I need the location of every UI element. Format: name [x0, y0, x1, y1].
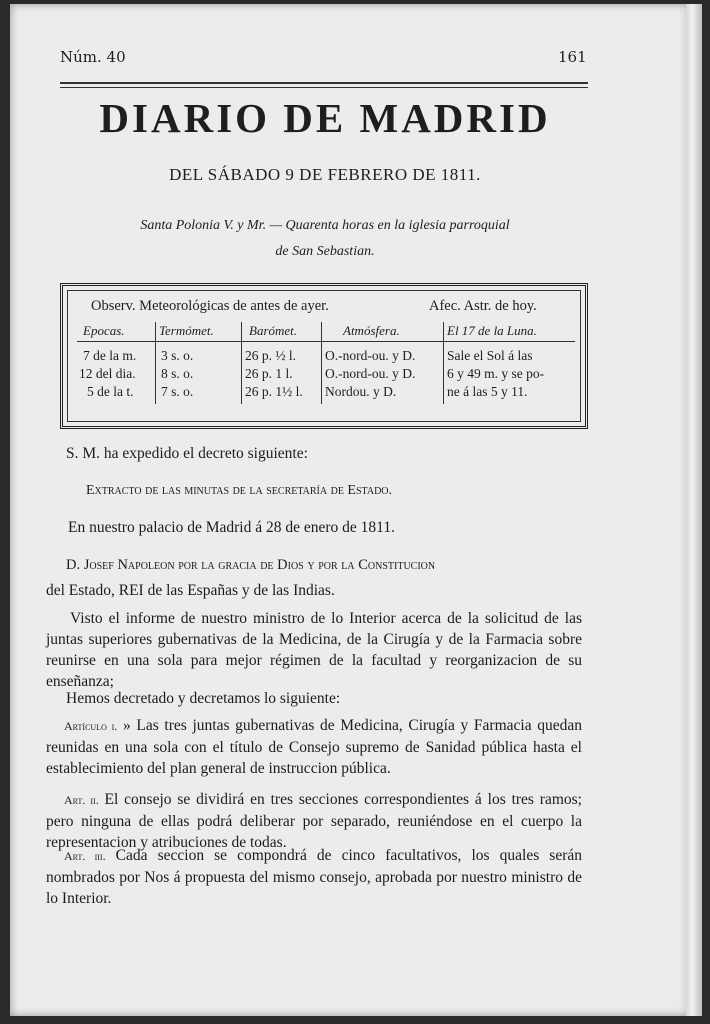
article-3-label: Art. iii. [64, 849, 106, 863]
astro-heading: Afec. Astr. de hoy. [429, 298, 537, 314]
article-3-text: Cada seccion se compondrá de cinco facultativos, los quales serán nombrados por Nos á propuesta del mismo consejo, aprobada por nuestro ministro de lo Interior. [46, 847, 583, 907]
decreto-line: Hemos decretado y decretamos lo siguiente: [66, 690, 341, 707]
row3-atm: Nordou. y D. [325, 384, 397, 399]
saints-of-day [60, 213, 590, 265]
row3-epoca: 5 de la t. [87, 384, 134, 399]
col-luna: El 17 de la Luna. [447, 323, 537, 338]
row2-termo: 8 s. o. [161, 366, 194, 381]
col-separator [443, 322, 444, 404]
row2-atm: O.-nord-ou. y D. [325, 366, 416, 381]
page-edge [686, 4, 702, 1016]
weather-table [60, 283, 588, 429]
row3-baro: 26 p. 1½ l. [245, 384, 303, 399]
visto-paragraph: Visto el informe de nuestro ministro de lo Interior acerca de la solicitud de las juntas superiores gubernativas de la Medicina, de la Cirugía y de la Farmacia sobre reunirse en una sola para mejor régimen de la facultad y reorganizacion de su enseñanza; [46, 610, 582, 690]
article-1-label: Artículo i. [64, 719, 118, 733]
masthead-title: DIARIO DE MADRID [99, 95, 551, 141]
col-separator [321, 322, 322, 404]
col-termometro: Termómet. [159, 323, 214, 338]
page-number: 161 [558, 48, 587, 66]
extract-heading: Extracto de las minutas de la secretaría de Estado. [86, 483, 393, 498]
article-3 [46, 845, 582, 909]
header-rule [60, 82, 588, 88]
col-separator [241, 322, 242, 404]
row1-atm: O.-nord-ou. y D. [325, 348, 416, 363]
article-2-text: El consejo se dividirá en tres secciones correspondientes á los tres ramos; pero ninguna de ellas podrá deliberar por separado, reuniéndose en el cuerpo la representacion y atribuciones de todas. [46, 791, 582, 851]
issue-number: Núm. 40 [60, 48, 126, 66]
row2-baro: 26 p. 1 l. [245, 366, 293, 381]
issue-date: DEL SÁBADO 9 DE FEBRERO DE 1811. [169, 165, 481, 184]
col-atmosfera: Atmósfera. [343, 323, 400, 338]
king-title-line1: D. Josef Napoleon por la gracia de Dios y por la Constitucion [66, 557, 436, 573]
article-2-label: Art. ii. [64, 793, 99, 807]
article-1 [46, 715, 582, 779]
saints-line-2: de San Sebastian. [275, 244, 375, 259]
place-date: En nuestro palacio de Madrid á 28 de enero de 1811. [68, 519, 395, 536]
saints-line-1: Santa Polonia V. y Mr. — Quarenta horas en la iglesia parroquial [140, 218, 510, 233]
weather-heading: Observ. Meteorológicas de antes de ayer. [91, 298, 329, 314]
row3-luna: ne á las 5 y 11. [447, 384, 528, 399]
decree-intro: S. M. ha expedido el decreto siguiente: [66, 445, 308, 462]
row1-termo: 3 s. o. [161, 348, 194, 363]
row3-termo: 7 s. o. [161, 384, 194, 399]
row2-epoca: 12 del dia. [79, 366, 136, 381]
col-barometro: Barómet. [249, 323, 298, 338]
row1-epoca: 7 de la m. [83, 348, 137, 363]
king-title-line2: del Estado, REI de las Españas y de las Indias. [46, 582, 335, 599]
article-2 [46, 789, 582, 853]
row1-baro: 26 p. ½ l. [245, 348, 297, 363]
table-divider [77, 341, 575, 342]
row1-luna: Sale el Sol á las [447, 348, 533, 363]
col-epocas: Epocas. [83, 323, 125, 338]
article-1-text: » Las tres juntas gubernativas de Medicina, Cirugía y Farmacia quedan reunidas en una sola con el título de Consejo supremo de Sanidad pública hasta el establecimiento del plan general de instruccion pública. [46, 717, 583, 777]
row2-luna: 6 y 49 m. y se po- [447, 366, 545, 381]
col-separator [155, 322, 156, 404]
